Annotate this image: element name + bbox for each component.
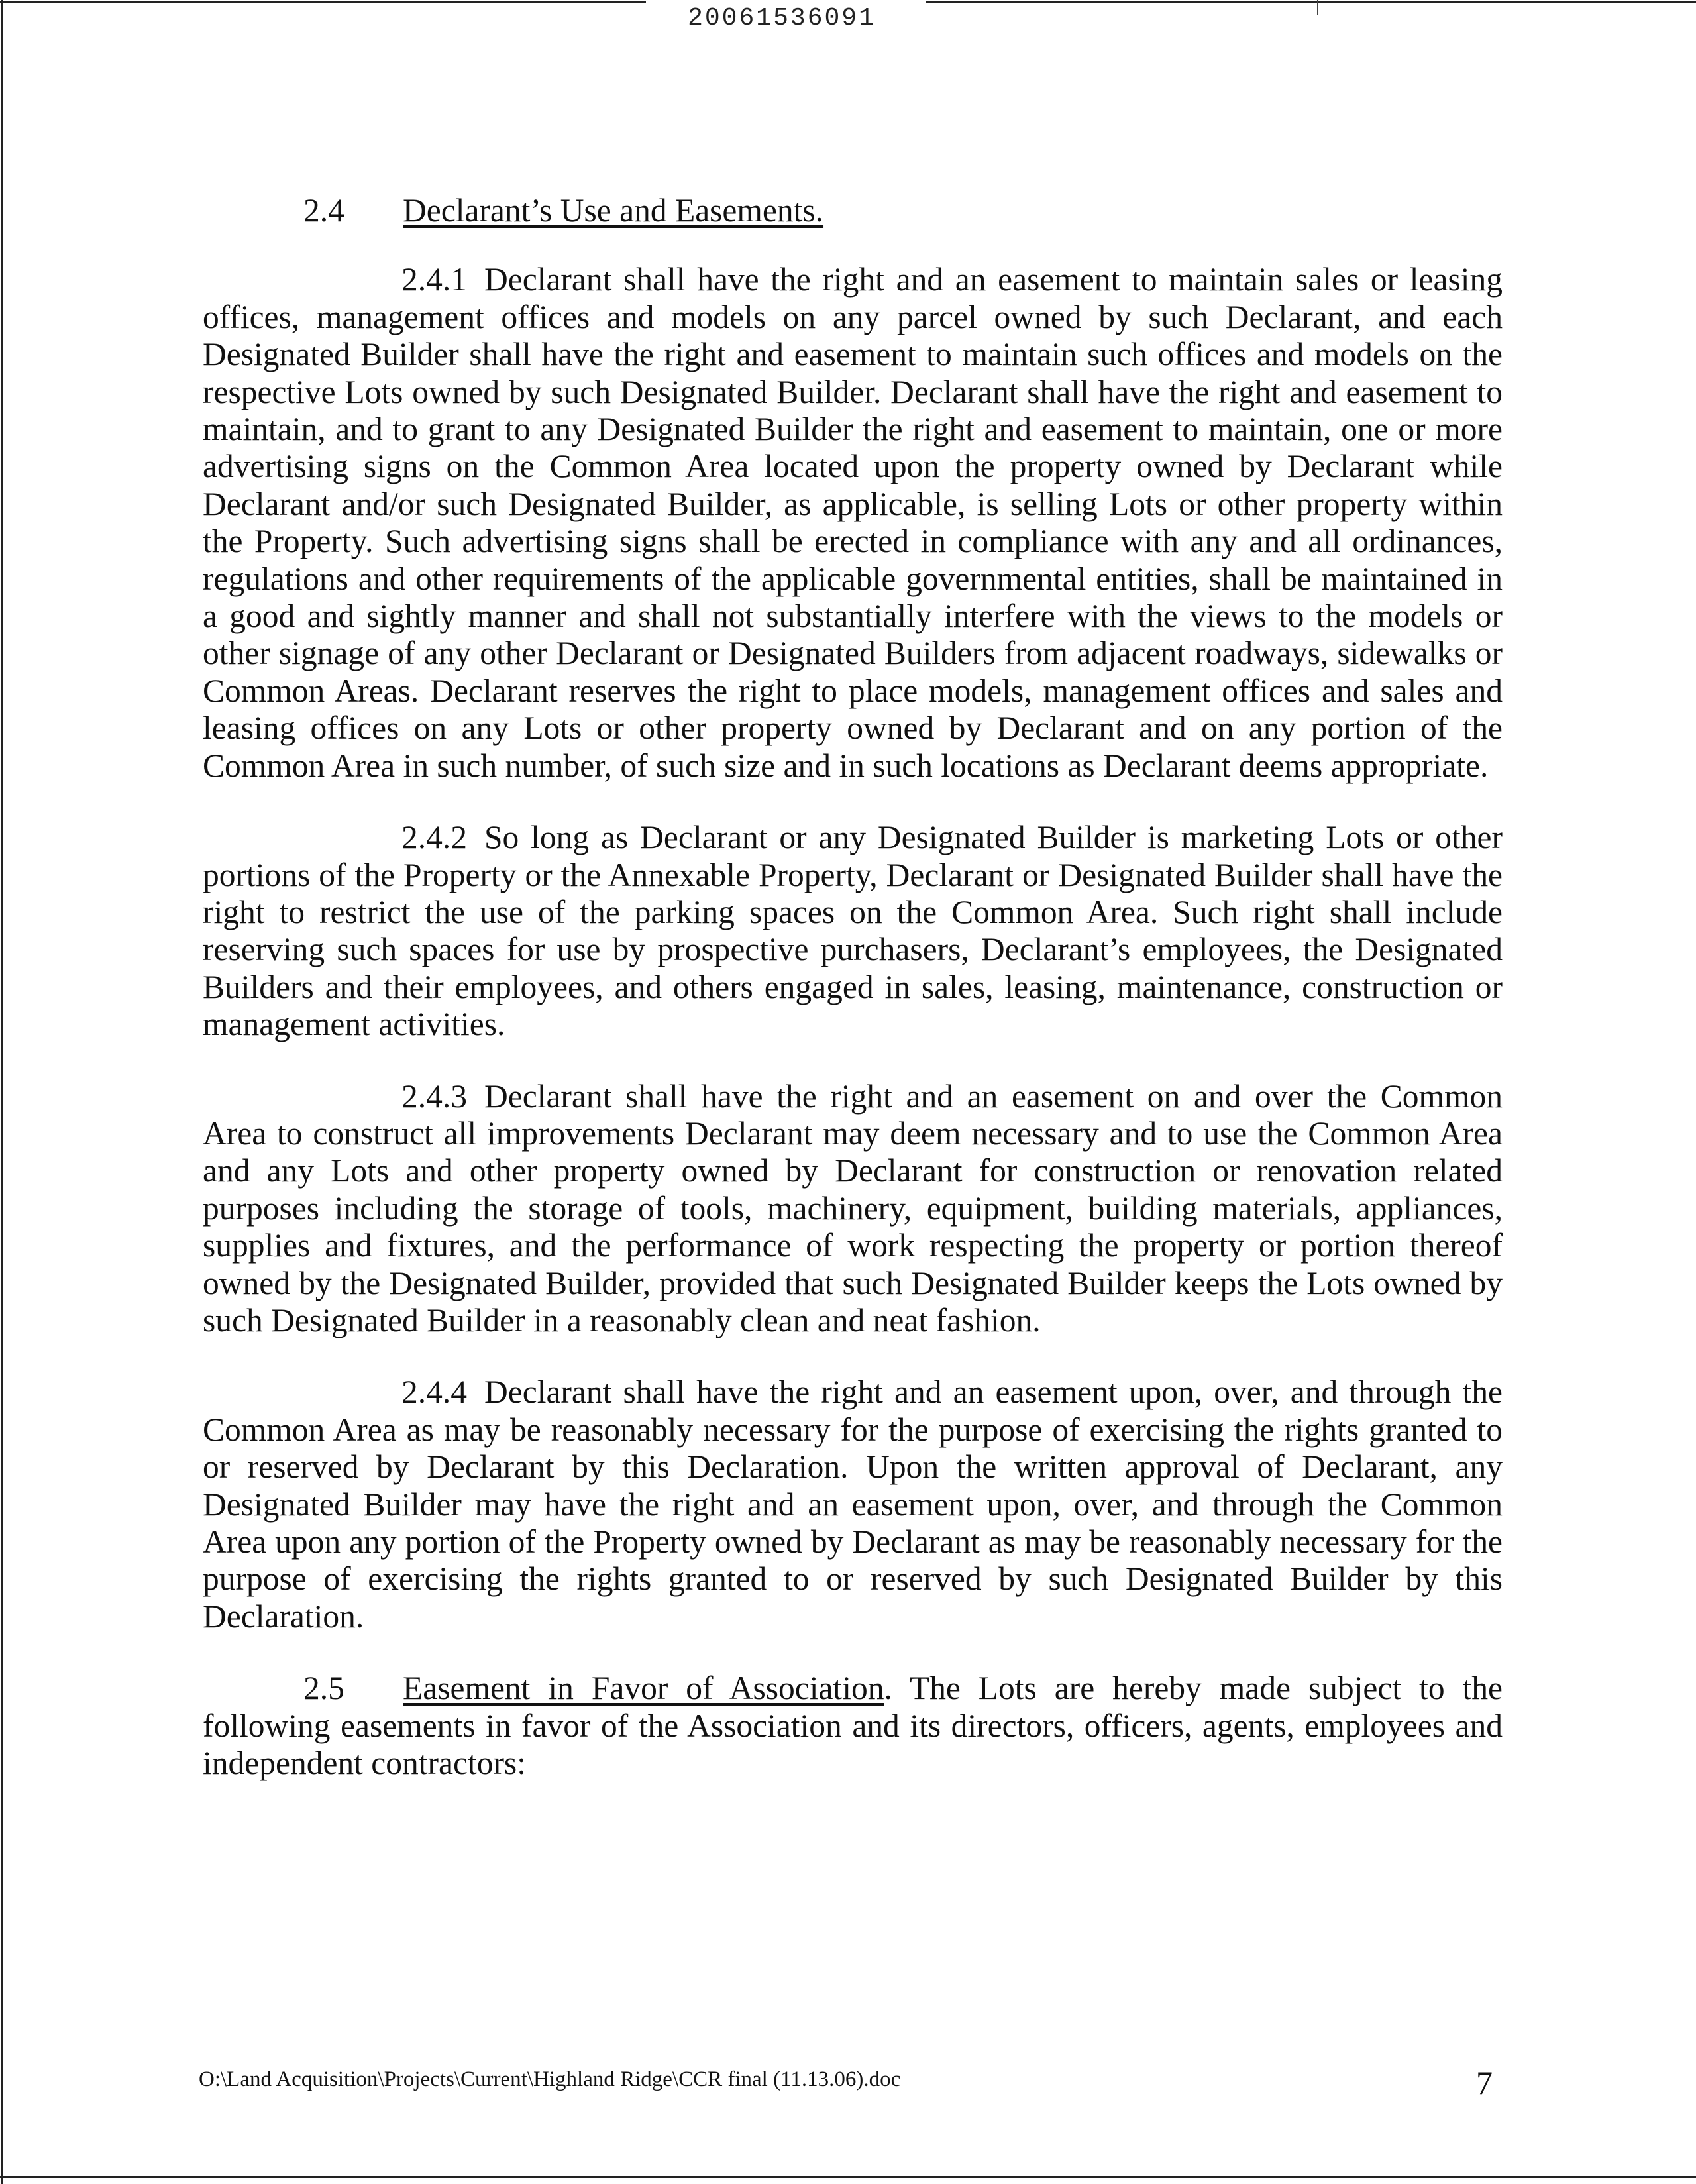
paragraph-2-4-1 — [203, 261, 1503, 785]
section-number: 2.4 — [303, 192, 344, 229]
paragraph-2-5 — [203, 1670, 1503, 1782]
paragraph-text: Declarant shall have the right and an easement to maintain sales or leasing offices, management offices and models on any parcel owned by such Declarant, and each Designated Builder shall have the right and easement to maintain such offices and models on the respective Lots owned by such Designated Builder. Declarant shall have the right and easement to maintain, and to grant to any Designated Builder the right and easement to maintain, one or more advertising signs on the Common Area located upon the property owned by Declarant while Declarant and/or such Designated Builder, as applicable, is selling Lots or other property within the Property. Such advertising signs shall be erected in compliance with any and all ordinances, regulations and other requirements of the applicable governmental entities, shall be maintained in a good and sightly manner and shall not substantially interfere with the views to the models or other signage of any other Declarant or Designated Builders from adjacent roadways, sidewalks or Common Areas. Declarant reserves the right to place models, management offices and sales and leasing offices on any Lots or other property owned by Declarant and on any portion of the Common Area in such number, of such size and in such locations as Declarant deems appropriate. — [203, 261, 1503, 784]
paragraph-number: 2.4.4 — [401, 1374, 467, 1411]
section-heading-2-4 — [203, 192, 1503, 229]
paragraph-number: 2.4.1 — [401, 261, 467, 298]
scan-frame-top-left — [0, 1, 646, 3]
section-title: Easement in Favor of Association — [403, 1670, 884, 1707]
scan-frame-left — [1, 0, 3, 2184]
paragraph-2-4-2 — [203, 819, 1503, 1043]
paragraph-2-4-3 — [203, 1078, 1503, 1340]
paragraph-text: Declarant shall have the right and an easement upon, over, and through the Common Area as may be reasonably necessary for the purpose of exercising the rights granted to or reserved by Declarant by this Declaration. Upon the written approval of Declarant, any Designated Builder may have the right and an easement upon, over, and through the Common Area upon any portion of the Property owned by Declarant as may be reasonably necessary for the purpose of exercising the rights granted to or reserved by such Designated Builder by this Declaration. — [203, 1374, 1503, 1635]
footer-file-path: O:\Land Acquisition\Projects\Current\Highland Ridge\CCR final (11.13.06).doc — [199, 2067, 901, 2091]
paragraph-2-4-4 — [203, 1374, 1503, 1635]
scan-frame-top-right — [926, 1, 1696, 3]
paragraph-number: 2.4.2 — [401, 819, 467, 856]
section-number: 2.5 — [303, 1670, 344, 1707]
document-number: 20061536091 — [688, 4, 876, 32]
page-number: 7 — [1476, 2064, 1493, 2101]
paragraph-text: . The Lots are hereby made subject to the following easements in favor of the Association and its directors, officers, agents, employees and independent contractors: — [203, 1670, 1503, 1782]
page-body — [203, 192, 1503, 1782]
paragraph-text: Declarant shall have the right and an easement on and over the Common Area to construct all improvements Declarant may deem necessary and to use the Common Area and any Lots and other property owned by Declarant for construction or renovation related purposes including the storage of tools, machinery, equipment, building materials, appliances, supplies and fixtures, and the performance of work respecting the property or portion thereof owned by the Designated Builder, provided that such Designated Builder keeps the Lots owned by such Designated Builder in a reasonably clean and neat fashion. — [203, 1077, 1503, 1338]
paragraph-number: 2.4.3 — [401, 1077, 467, 1115]
section-title: Declarant’s Use and Easements. — [403, 192, 824, 229]
paragraph-text: So long as Declarant or any Designated Builder is marketing Lots or other portions of the Property or the Annexable Property, Declarant or Designated Builder shall have the right to restrict the use of the parking spaces on the Common Area. Such right shall include reserving such spaces for use by prospective purchasers, Declarant’s employees, the Designated Builders and their employees, and others engaged in sales, leasing, maintenance, construction or management activities. — [203, 819, 1503, 1043]
scan-frame-bottom — [0, 2176, 1696, 2178]
